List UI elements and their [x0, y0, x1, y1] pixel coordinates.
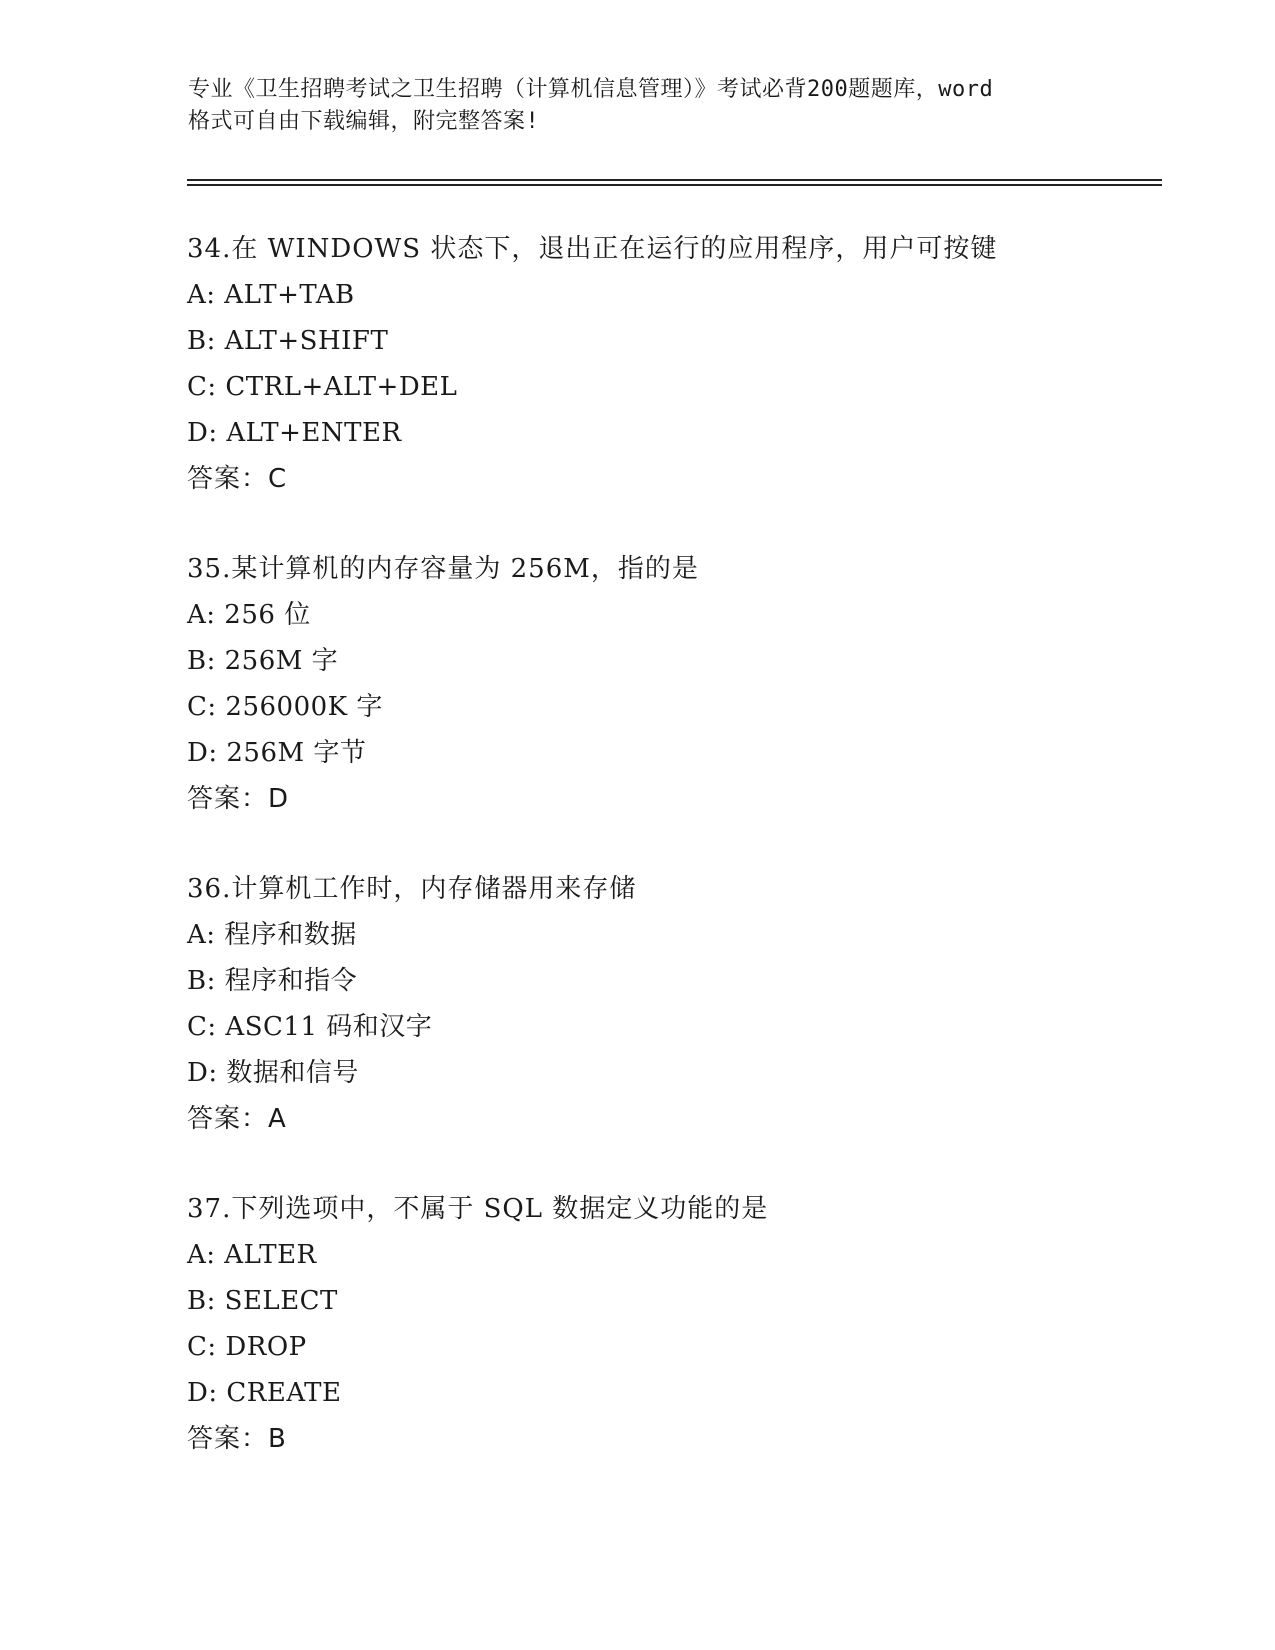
option-a: A: ALTER: [187, 1240, 317, 1270]
option-d: D: ALT+ENTER: [187, 418, 402, 448]
header-divider-bottom: [187, 184, 1162, 186]
option-d: D: CREATE: [187, 1378, 342, 1408]
question-stem: 35.某计算机的内存容量为 256M，指的是: [187, 554, 699, 584]
option-c: C: 256000K 字: [187, 692, 383, 722]
question-36: [187, 866, 1147, 1142]
option-d: D: 数据和信号: [187, 1058, 359, 1088]
answer-line: 答案：C: [187, 464, 288, 494]
option-d: D: 256M 字节: [187, 738, 367, 768]
option-a: A: 256 位: [187, 600, 311, 630]
option-b: B: 程序和指令: [187, 966, 358, 996]
question-34: [187, 226, 1147, 502]
option-b: B: 256M 字: [187, 646, 339, 676]
option-c: C: DROP: [187, 1332, 307, 1362]
option-a: A: ALT+TAB: [187, 280, 355, 310]
header-line-1: 专业《卫生招聘考试之卫生招聘（计算机信息管理）》考试必背200题题库，word: [188, 77, 994, 102]
question-stem: 37.下列选项中，不属于 SQL 数据定义功能的是: [187, 1194, 769, 1224]
header-divider-top: [187, 179, 1162, 181]
document-header: [188, 74, 1088, 138]
answer-line: 答案：D: [187, 784, 290, 814]
question-stem: 34.在 WINDOWS 状态下，退出正在运行的应用程序，用户可按键: [187, 234, 998, 264]
header-line-2: 格式可自由下载编辑，附完整答案!: [188, 109, 540, 134]
question-37: [187, 1186, 1147, 1462]
answer-line: 答案：A: [187, 1104, 287, 1134]
question-35: [187, 546, 1147, 822]
answer-line: 答案：B: [187, 1424, 287, 1454]
option-a: A: 程序和数据: [187, 920, 357, 950]
option-c: C: CTRL+ALT+DEL: [187, 372, 458, 402]
option-b: B: SELECT: [187, 1286, 338, 1316]
option-c: C: ASC11 码和汉字: [187, 1012, 433, 1042]
question-stem: 36.计算机工作时，内存储器用来存储: [187, 874, 637, 904]
option-b: B: ALT+SHIFT: [187, 326, 389, 356]
